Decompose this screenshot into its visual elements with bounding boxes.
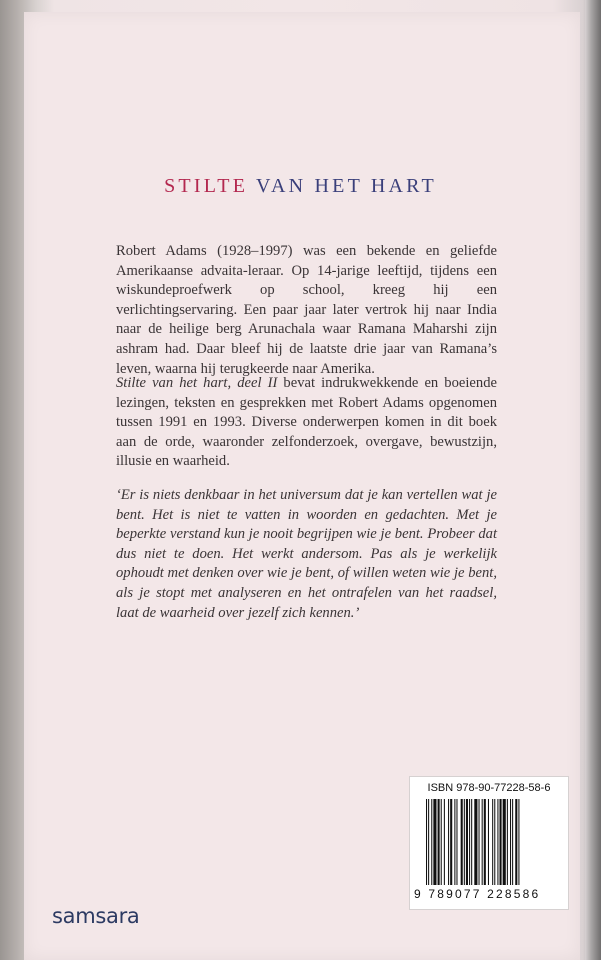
page-edge — [585, 0, 601, 960]
ean-number: 9 789077 228586 — [414, 887, 541, 901]
publisher-logo: samsara — [52, 904, 140, 928]
title-accent: STILTE — [164, 175, 249, 197]
barcode-box — [410, 777, 568, 909]
quote-paragraph: ‘Er is niets denkbaar in het universum dat je kan vertellen wat je bent. Het is niet te vatten in woorden en gedachten. Met je beperkte verstand kun je nooit begrijpen wie je bent. Probeer dat dus niet te doen. Het werkt andersom. Pas als je werkelijk ophoudt met denken over wie je bent, of willen weten wie je bent, als je stopt met analyseren en het ontrafelen van het raadsel, laat de waarheid over jezelf zich kennen.’ — [116, 487, 497, 621]
isbn-label: ISBN 978-90-77228-58-6 — [427, 782, 551, 794]
book-title — [0, 175, 601, 198]
book-description-text: bevat indrukwekkende en boeiende lezingen, teksten en gesprekken met Robert Adams opgenomen tussen 1991 en 1993. Diverse onderwerpen komen in dit boek aan de orde, waaronder zelfonderzoek, overgave, bewustzijn, illusie en waarheid. — [116, 375, 497, 470]
book-title-italic: Stilte van het hart, deel II — [116, 375, 278, 391]
barcode-image — [426, 799, 552, 885]
author-bio-paragraph: Robert Adams (1928–1997) was een bekende en geliefde Amerikaanse advaita-leraar. Op 14-jarige leeftijd, tijdens een wiskundeproefwerk op school, kreeg hij een verlichtingservaring. Een paar jaar later vertrok hij naar India naar de heilige berg Arunachala waar Ramana Maharshi zijn ashram had. Daar bleef hij de laatste drie jaar van Ramana’s leven, waarna hij terugkeerde naar Amerika. — [116, 243, 497, 377]
book-description-paragraph — [116, 374, 497, 472]
title-rest: VAN HET HART — [248, 175, 437, 197]
